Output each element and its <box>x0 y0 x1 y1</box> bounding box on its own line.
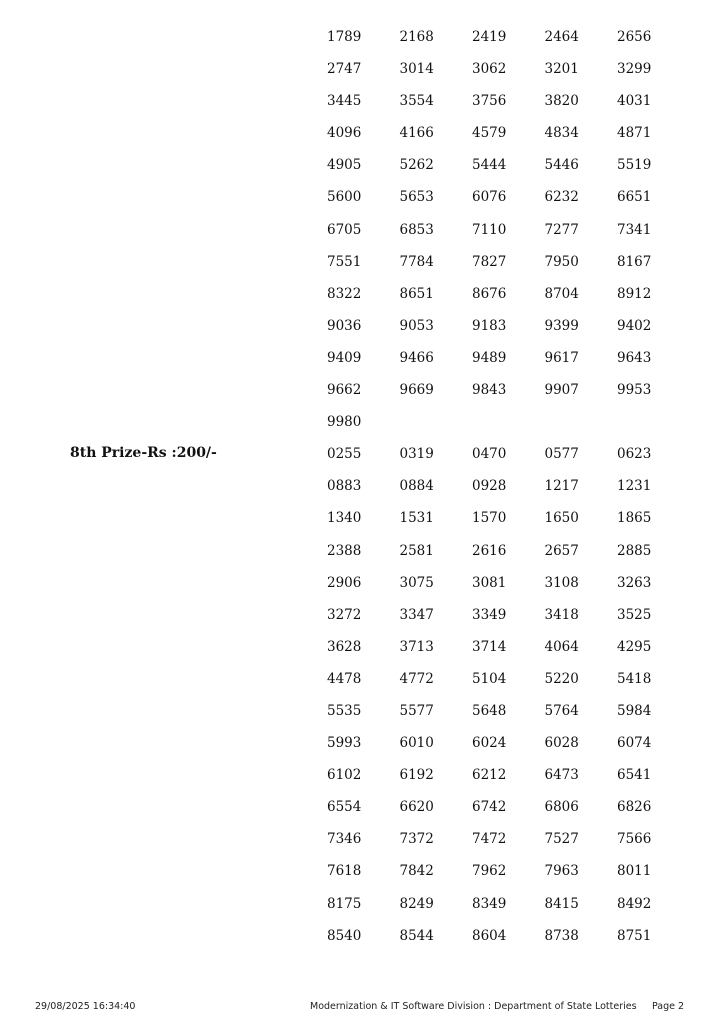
ticket-number: 1217 <box>544 478 579 495</box>
ticket-number: 5446 <box>544 157 579 174</box>
ticket-number: 1570 <box>472 510 507 527</box>
ticket-number: 9662 <box>327 382 362 399</box>
ticket-number: 1789 <box>327 29 362 45</box>
ticket-number: 8540 <box>327 927 362 944</box>
footer-department: Modernization & IT Software Division : Department of State Lotteries <box>310 1001 637 1012</box>
ticket-number: 0255 <box>327 446 362 463</box>
ticket-number: 2885 <box>617 542 652 559</box>
ticket-number: 9489 <box>472 349 507 366</box>
ticket-number: 3014 <box>399 61 434 78</box>
ticket-number: 2419 <box>472 29 507 45</box>
ticket-row <box>327 895 690 927</box>
ticket-number: 9980 <box>327 414 362 431</box>
ticket-number: 3525 <box>617 606 652 623</box>
ticket-number: 8544 <box>399 927 434 944</box>
ticket-number: 9183 <box>472 317 507 334</box>
ticket-number: 8492 <box>617 895 652 912</box>
ticket-number: 5519 <box>617 157 652 174</box>
ticket-number: 2581 <box>399 542 434 559</box>
ticket-number: 7472 <box>472 831 507 848</box>
ticket-number: 3299 <box>617 61 652 78</box>
footer-page-number: Page 2 <box>652 1001 685 1012</box>
ticket-number: 8738 <box>544 927 579 944</box>
ticket-number: 9843 <box>472 382 507 399</box>
ticket-number: 3349 <box>472 606 507 623</box>
ticket-number: 3713 <box>399 638 434 655</box>
ticket-number: 1865 <box>617 510 652 527</box>
footer-timestamp: 29/08/2025 16:34:40 <box>35 1001 136 1012</box>
ticket-number: 6076 <box>472 189 507 206</box>
ticket-row <box>327 445 690 477</box>
ticket-number: 9409 <box>327 349 362 366</box>
ticket-row <box>327 60 690 92</box>
ticket-number: 5577 <box>399 702 434 719</box>
ticket-row <box>327 92 690 124</box>
ticket-number: 6541 <box>617 767 652 784</box>
ticket-number: 6010 <box>399 735 434 752</box>
ticket-number: 8604 <box>472 927 507 944</box>
ticket-number: 7341 <box>617 221 652 238</box>
ticket-number: 8751 <box>617 927 652 944</box>
ticket-number: 5220 <box>544 670 579 687</box>
ticket-row <box>327 381 690 413</box>
ticket-number: 8704 <box>544 285 579 302</box>
ticket-number: 2747 <box>327 61 362 78</box>
ticket-number: 7950 <box>544 253 579 270</box>
ticket-number: 6074 <box>617 735 652 752</box>
ticket-number: 8651 <box>399 285 434 302</box>
ticket-number: 2906 <box>327 574 362 591</box>
ticket-row <box>327 285 690 317</box>
ticket-number: 4096 <box>327 125 362 142</box>
ticket-number: 7277 <box>544 221 579 238</box>
ticket-number: 3272 <box>327 606 362 623</box>
ticket-number: 7842 <box>399 863 434 880</box>
ticket-number: 8912 <box>617 285 652 302</box>
ticket-number: 7618 <box>327 863 362 880</box>
ticket-row <box>327 349 690 381</box>
ticket-number: 9402 <box>617 317 652 334</box>
ticket-number: 2388 <box>327 542 362 559</box>
ticket-number: 6651 <box>617 189 652 206</box>
ticket-number: 8676 <box>472 285 507 302</box>
ticket-number: 3081 <box>472 574 507 591</box>
ticket-number: 6473 <box>544 767 579 784</box>
ticket-number: 6028 <box>544 735 579 752</box>
ticket-number: 5764 <box>544 702 579 719</box>
ticket-number: 3756 <box>472 93 507 110</box>
ticket-row <box>327 124 690 156</box>
ticket-number: 9643 <box>617 349 652 366</box>
ticket-number: 1340 <box>327 510 362 527</box>
ticket-number: 5653 <box>399 189 434 206</box>
ticket-number: 7962 <box>472 863 507 880</box>
ticket-number: 5648 <box>472 702 507 719</box>
ticket-row <box>327 317 690 349</box>
ticket-number: 3628 <box>327 638 362 655</box>
ticket-number: 6620 <box>399 799 434 816</box>
ticket-number: 6806 <box>544 799 579 816</box>
ticket-number: 8415 <box>544 895 579 912</box>
ticket-number: 6742 <box>472 799 507 816</box>
ticket-number: 5993 <box>327 735 362 752</box>
ticket-number-grid <box>327 28 690 959</box>
ticket-number: 5444 <box>472 157 507 174</box>
ticket-number: 8175 <box>327 895 362 912</box>
ticket-number: 7566 <box>617 831 652 848</box>
ticket-number: 7551 <box>327 253 362 270</box>
ticket-number: 4295 <box>617 638 652 655</box>
ticket-number: 4031 <box>617 93 652 110</box>
ticket-row <box>327 542 690 574</box>
ticket-number: 8167 <box>617 253 652 270</box>
ticket-row <box>327 927 690 959</box>
ticket-number: 3108 <box>544 574 579 591</box>
ticket-number: 3820 <box>544 93 579 110</box>
ticket-number: 7784 <box>399 253 434 270</box>
ticket-row <box>327 670 690 702</box>
ticket-number: 5104 <box>472 670 507 687</box>
ticket-number: 0470 <box>472 446 507 463</box>
ticket-number: 9669 <box>399 382 434 399</box>
ticket-number: 7110 <box>472 221 507 238</box>
ticket-number: 6192 <box>399 767 434 784</box>
ticket-number: 7372 <box>399 831 434 848</box>
ticket-row <box>327 830 690 862</box>
ticket-number: 1531 <box>399 510 434 527</box>
ticket-number: 3347 <box>399 606 434 623</box>
ticket-row <box>327 702 690 734</box>
ticket-number: 0884 <box>399 478 434 495</box>
ticket-number: 7527 <box>544 831 579 848</box>
ticket-number: 0623 <box>617 446 652 463</box>
page-footer <box>0 1001 724 1015</box>
ticket-number: 6232 <box>544 189 579 206</box>
ticket-number: 4064 <box>544 638 579 655</box>
ticket-number: 8249 <box>399 895 434 912</box>
ticket-number: 4478 <box>327 670 362 687</box>
ticket-number: 3075 <box>399 574 434 591</box>
ticket-number: 3445 <box>327 93 362 110</box>
ticket-number: 1231 <box>617 478 652 495</box>
ticket-number: 1650 <box>544 510 579 527</box>
ticket-number: 2464 <box>544 29 579 45</box>
ticket-row <box>327 606 690 638</box>
ticket-number: 9617 <box>544 349 579 366</box>
ticket-number: 4579 <box>472 125 507 142</box>
ticket-number: 9466 <box>399 349 434 366</box>
ticket-row <box>327 221 690 253</box>
ticket-number: 5418 <box>617 670 652 687</box>
ticket-number: 8349 <box>472 895 507 912</box>
ticket-row <box>327 477 690 509</box>
ticket-number: 3554 <box>399 93 434 110</box>
ticket-number: 3263 <box>617 574 652 591</box>
ticket-number: 4772 <box>399 670 434 687</box>
ticket-row <box>327 574 690 606</box>
ticket-number: 6705 <box>327 221 362 238</box>
ticket-number: 2657 <box>544 542 579 559</box>
ticket-number: 0319 <box>399 446 434 463</box>
ticket-number: 9953 <box>617 382 652 399</box>
ticket-number: 7963 <box>544 863 579 880</box>
ticket-number: 2656 <box>617 29 652 45</box>
ticket-number: 0883 <box>327 478 362 495</box>
ticket-number: 9907 <box>544 382 579 399</box>
ticket-number: 9036 <box>327 317 362 334</box>
ticket-number: 4871 <box>617 125 652 142</box>
ticket-number: 0577 <box>544 446 579 463</box>
ticket-number: 6212 <box>472 767 507 784</box>
ticket-number: 8011 <box>617 863 652 880</box>
ticket-number: 0928 <box>472 478 507 495</box>
ticket-row <box>327 28 690 60</box>
ticket-number: 8322 <box>327 285 362 302</box>
ticket-number: 6102 <box>327 767 362 784</box>
ticket-number: 4905 <box>327 157 362 174</box>
ticket-number: 5600 <box>327 189 362 206</box>
ticket-number: 5984 <box>617 702 652 719</box>
ticket-number: 6554 <box>327 799 362 816</box>
ticket-number: 4166 <box>399 125 434 142</box>
ticket-number: 7346 <box>327 831 362 848</box>
ticket-number: 7827 <box>472 253 507 270</box>
ticket-number: 6826 <box>617 799 652 816</box>
ticket-row <box>327 188 690 220</box>
ticket-row <box>327 862 690 894</box>
ticket-number: 4834 <box>544 125 579 142</box>
ticket-number: 2168 <box>399 29 434 45</box>
ticket-row <box>327 766 690 798</box>
ticket-number: 3418 <box>544 606 579 623</box>
ticket-number: 5535 <box>327 702 362 719</box>
ticket-row <box>327 509 690 541</box>
ticket-row <box>327 156 690 188</box>
ticket-number: 6853 <box>399 221 434 238</box>
ticket-number: 3062 <box>472 61 507 78</box>
ticket-number: 5262 <box>399 157 434 174</box>
prize-label-8th: 8th Prize-Rs :200/- <box>70 445 217 461</box>
ticket-number: 3201 <box>544 61 579 78</box>
ticket-number: 3714 <box>472 638 507 655</box>
ticket-row <box>327 798 690 830</box>
ticket-row <box>327 638 690 670</box>
ticket-row <box>327 413 690 445</box>
ticket-number: 2616 <box>472 542 507 559</box>
ticket-number: 9053 <box>399 317 434 334</box>
ticket-number: 9399 <box>544 317 579 334</box>
ticket-number: 6024 <box>472 735 507 752</box>
ticket-row <box>327 253 690 285</box>
ticket-row <box>327 734 690 766</box>
